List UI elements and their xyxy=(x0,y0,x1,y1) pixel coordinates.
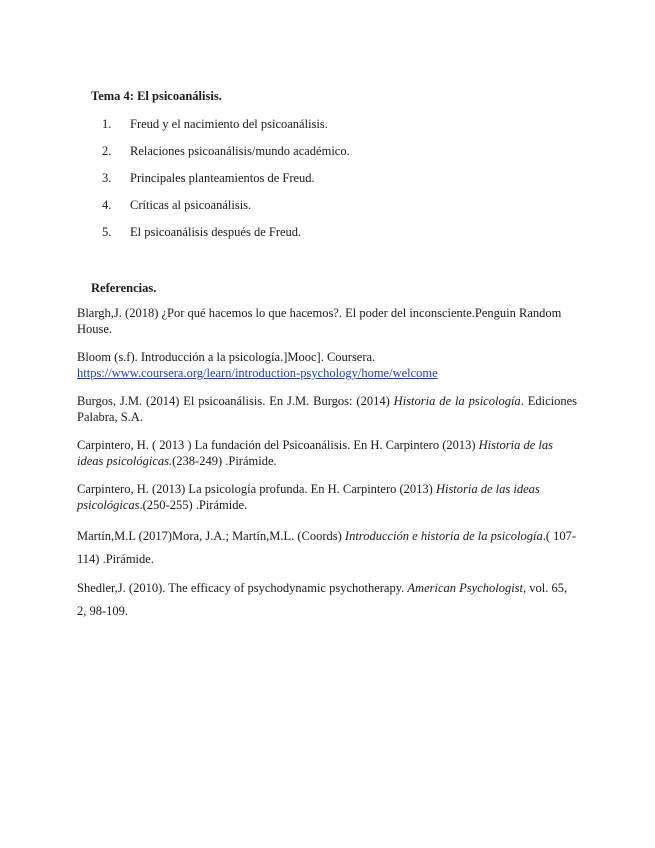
reference-link[interactable]: https://www.coursera.org/learn/introduction-psychology/home/welcome xyxy=(77,366,438,380)
reference-entry: Martín,M.L (2017)Mora, J.A.; Martín,M.L. (Coords) Introducción e historia de la psicología.( 107-114) .Pirámide. xyxy=(77,529,577,566)
reference-entry: Shedler,J. (2010). The efficacy of psychodynamic psychotherapy. American Psychologist, vol. 65, 2, 98-109. xyxy=(77,581,568,618)
references-list xyxy=(77,305,577,629)
list-item: 1. Freud y el nacimiento del psicoanálisis. xyxy=(102,117,328,131)
references-heading: Referencias. xyxy=(91,281,157,295)
reference-entry: Carpintero, H. (2013) La psicología profunda. En H. Carpintero (2013) Historia de las ideas psicológicas.(250-255) .Pirámide. xyxy=(77,482,540,512)
topic-title: Tema 4: El psicoanálisis. xyxy=(91,89,222,103)
list-item: 3. Principales planteamientos de Freud. xyxy=(102,171,315,185)
reference-entry: Bloom (s.f). Introducción a la psicología.]Mooc]. Coursera. https://www.coursera.org/learn/introduction-psychology/home/welcome xyxy=(77,350,438,380)
reference-entry: Carpintero, H. ( 2013 ) La fundación del Psicoanálisis. En H. Carpintero (2013) Historia de las ideas psicológicas.(238-249) .Pirámide. xyxy=(77,438,553,468)
list-item: 4. Críticas al psicoanálisis. xyxy=(102,198,252,212)
topic-list xyxy=(102,117,350,252)
list-item: 5. El psicoanálisis después de Freud. xyxy=(102,225,302,239)
reference-entry: Burgos, J.M. (2014) El psicoanálisis. En J.M. Burgos: (2014) Historia de la psicología. Ediciones Palabra, S.A. xyxy=(77,394,578,424)
reference-entry: Blargh,J. (2018) ¿Por qué hacemos lo que hacemos?. El poder del inconsciente.Penguin Random House. xyxy=(77,306,562,336)
list-item: 2. Relaciones psicoanálisis/mundo académico. xyxy=(102,144,350,158)
